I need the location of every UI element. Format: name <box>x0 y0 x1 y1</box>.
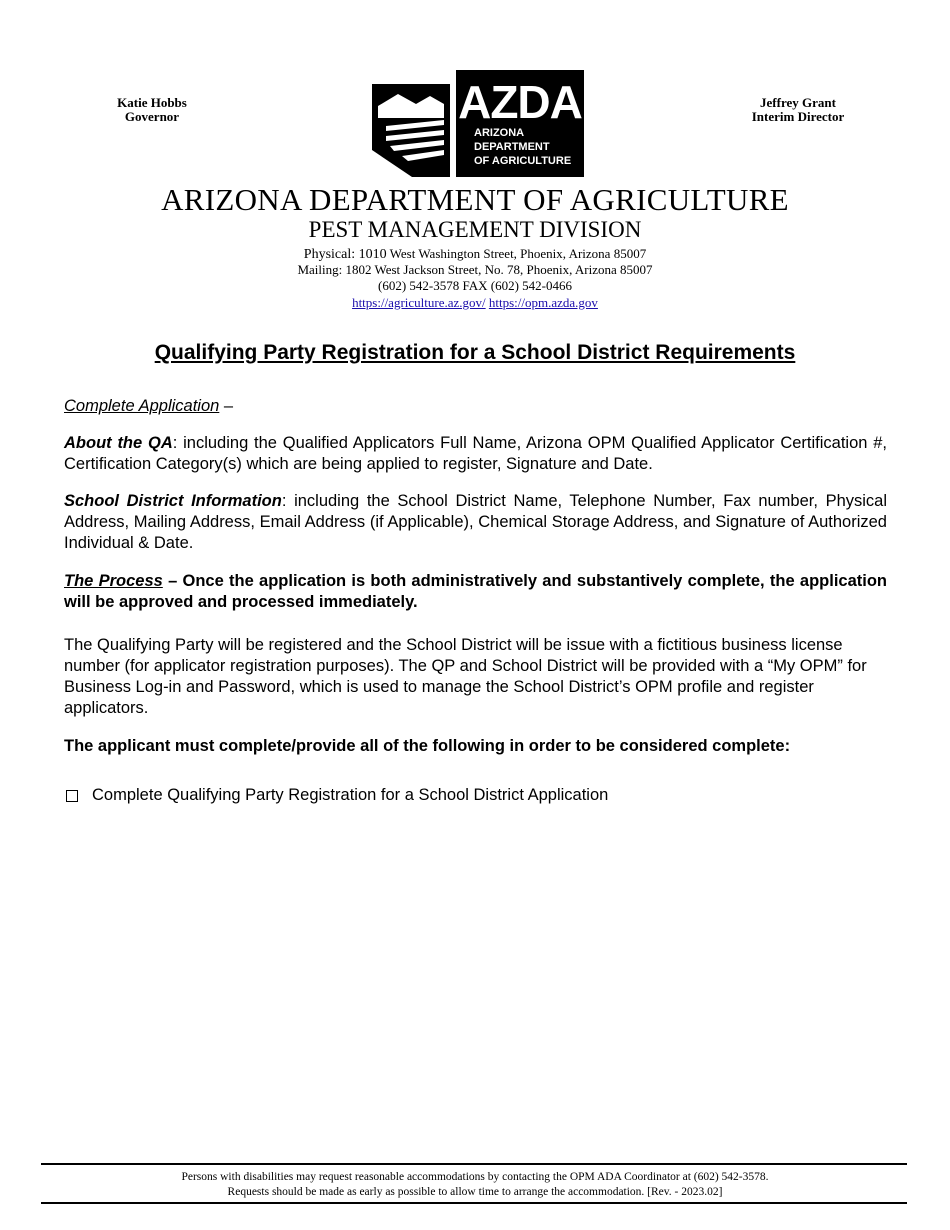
agriculture-website-link[interactable]: https://agriculture.az.gov/ <box>352 295 486 310</box>
complete-application-heading <box>64 396 887 417</box>
about-qa-label: About the QA <box>64 434 173 452</box>
opm-website-link[interactable]: https://opm.azda.gov <box>488 295 598 310</box>
director-block <box>698 96 898 124</box>
logo-line-2: DEPARTMENT <box>474 141 550 153</box>
mailing-address: Mailing: 1802 West Jackson Street, No. 78, Phoenix, Arizona 85007 <box>297 262 653 277</box>
director-name: Jeffrey Grant <box>760 95 836 110</box>
checkbox-icon[interactable] <box>66 790 78 802</box>
division-name: PEST MANAGEMENT DIVISION <box>308 217 642 242</box>
footer-revision-line: Requests should be made as early as possible to allow time to arrange the accommodation. [Rev. - 2023.02] <box>227 1186 723 1198</box>
school-district-text: : including the School District Name, Telephone Number, Fax number, Physical Address, Mailing Address, Email Address (if Applicable), Chemical Storage Address, and Signature of Authorized Individual & Date. <box>64 492 888 552</box>
about-qa-paragraph <box>64 433 887 475</box>
department-name: ARIZONA DEPARTMENT OF AGRICULTURE <box>161 182 789 217</box>
process-label: The Process <box>64 572 163 590</box>
governor-block <box>52 96 252 124</box>
logo-line-3: OF AGRICULTURE <box>474 155 572 167</box>
logo-wordmark: AZDA <box>458 76 582 128</box>
requirements-heading: The applicant must complete/provide all of the following in order to be considered complete: <box>64 737 791 755</box>
process-text: – Once the application is both administratively and substantively complete, the application will be approved and processed immediately. <box>64 572 887 611</box>
footer-divider-bottom <box>41 1202 907 1204</box>
process-paragraph <box>64 571 887 613</box>
registration-paragraph: The Qualifying Party will be registered and the School District will be issue with a fictitious business license number (for applicator registration purposes). The QP and School District will be provided with a “My OPM” for Business Log-in and Password, which is used to manage the School District’s OPM profile and register applicators. <box>64 636 867 717</box>
school-district-label: School District Information <box>64 492 282 510</box>
complete-application-label: Complete Application <box>64 397 220 415</box>
footer-divider-top <box>41 1163 907 1165</box>
footer-accommodation-line: Persons with disabilities may request reasonable accommodations by contacting the OPM ADA Coordinator at (602) 542-3578. <box>181 1171 769 1183</box>
page-title: Qualifying Party Registration for a School District Requirements <box>154 341 796 364</box>
physical-address <box>0 246 950 263</box>
azda-logo <box>364 70 584 177</box>
governor-name: Katie Hobbs <box>117 95 187 110</box>
phone-fax: (602) 542-3578 FAX (602) 542-0466 <box>377 278 573 293</box>
physical-address-street: West Washington Street, Phoenix, Arizona 85007 <box>386 246 647 261</box>
checklist-item <box>64 785 887 806</box>
checklist-item-label: Complete Qualifying Party Registration for a School District Application <box>92 786 609 804</box>
website-links <box>0 295 950 311</box>
complete-application-dash: – <box>219 397 234 415</box>
school-district-paragraph <box>64 491 887 554</box>
about-qa-text: : including the Qualified Applicators Full Name, Arizona OPM Qualified Applicator Certification #, Certification Category(s) which are being applied to register, Signature and Date. <box>64 434 887 473</box>
governor-title: Governor <box>124 109 180 124</box>
physical-address-label: Physical: 1010 <box>303 247 387 262</box>
director-title: Interim Director <box>751 109 845 124</box>
azda-logo-graphic <box>364 70 584 177</box>
logo-line-1: ARIZONA <box>474 127 525 139</box>
